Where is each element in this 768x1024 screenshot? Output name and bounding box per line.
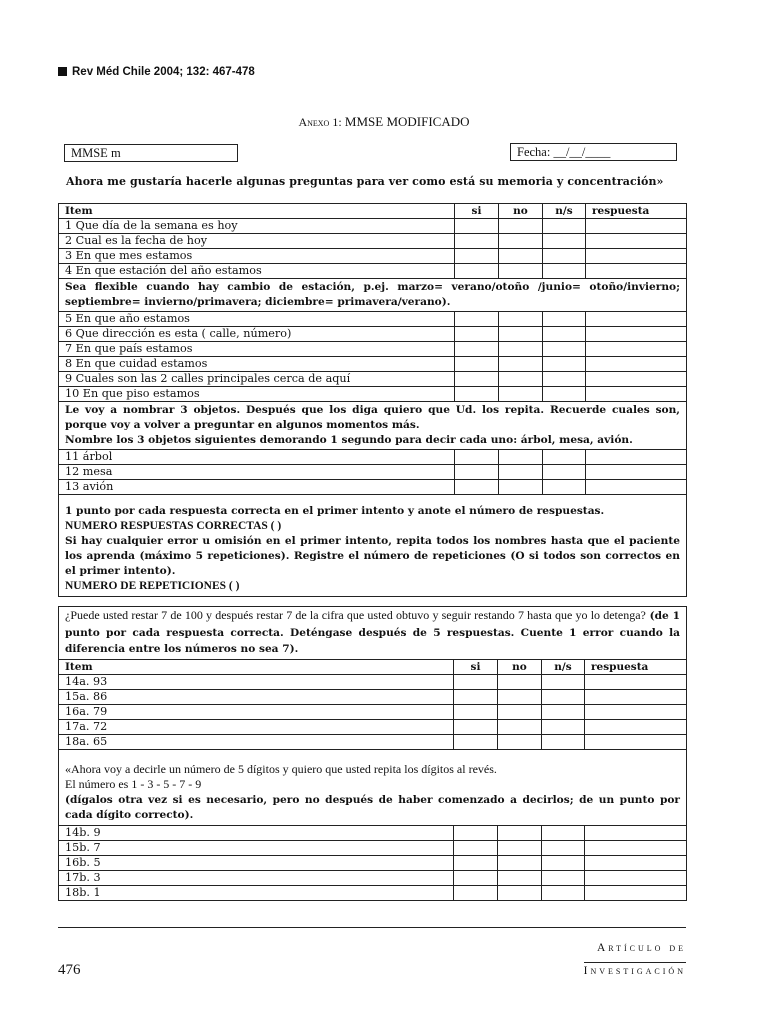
ns-cell[interactable] [542, 855, 585, 870]
ns-cell[interactable] [543, 249, 586, 264]
table-row [59, 840, 687, 855]
no-cell[interactable] [499, 327, 543, 342]
ns-cell[interactable] [543, 219, 586, 234]
respuesta-cell[interactable] [585, 855, 687, 870]
intro-text: Ahora me gustaría hacerle algunas preguntas para ver como está su memoria y concentración» [66, 175, 664, 188]
date-label: Fecha: __/__/____ [517, 145, 611, 159]
ns-cell[interactable] [542, 674, 585, 689]
mmse-label: MMSE m [71, 146, 121, 160]
ns-cell[interactable] [542, 719, 585, 734]
si-cell[interactable] [455, 219, 499, 234]
table-row [59, 234, 687, 249]
ns-cell[interactable] [542, 825, 585, 840]
square-bullet-icon [58, 67, 67, 76]
si-cell[interactable] [454, 840, 498, 855]
respuesta-cell[interactable] [586, 357, 687, 372]
item-label: 13 avión [59, 480, 455, 495]
col-item: Item [59, 204, 455, 219]
respuesta-cell[interactable] [585, 704, 687, 719]
orientation-memory-table [58, 203, 687, 597]
season-note: Sea flexible cuando hay cambio de estación, p.ej. marzo= verano/otoño /junio= otoño/invierno; septiembre= invierno/primavera; diciembre= primavera/verano). [59, 279, 687, 312]
digits-note-row [59, 749, 687, 825]
si-cell[interactable] [455, 480, 499, 495]
mmse-field[interactable] [64, 144, 238, 162]
col-ns: n/s [542, 659, 585, 674]
no-cell[interactable] [498, 704, 542, 719]
scoring-2: NUMERO RESPUESTAS CORRECTAS ( ) [65, 520, 282, 532]
ns-cell[interactable] [543, 342, 586, 357]
item-label: 5 En que año estamos [59, 312, 455, 327]
table-row [59, 327, 687, 342]
ns-cell[interactable] [543, 327, 586, 342]
no-cell[interactable] [499, 357, 543, 372]
digits-note [59, 749, 687, 825]
no-cell[interactable] [499, 372, 543, 387]
respuesta-cell[interactable] [586, 234, 687, 249]
item-label: 17a. 72 [59, 719, 454, 734]
table-header-row [59, 204, 687, 219]
si-cell[interactable] [455, 450, 499, 465]
no-cell[interactable] [499, 465, 543, 480]
respuesta-cell[interactable] [586, 450, 687, 465]
si-cell[interactable] [454, 885, 498, 900]
table-row [59, 689, 687, 704]
footer-divider [58, 927, 686, 928]
respuesta-cell[interactable] [586, 264, 687, 279]
si-cell[interactable] [454, 704, 498, 719]
ns-cell[interactable] [543, 312, 586, 327]
title-main: MMSE MODIFICADO [344, 114, 470, 129]
table-row [59, 312, 687, 327]
table-row [59, 855, 687, 870]
no-cell[interactable] [499, 234, 543, 249]
table-row [59, 825, 687, 840]
objects-note-row [59, 402, 687, 450]
no-cell[interactable] [498, 719, 542, 734]
digits-2: El número es 1 - 3 - 5 - 7 - 9 [65, 777, 202, 791]
table-header-row [59, 659, 687, 674]
section-label-line2: Investigación [584, 962, 686, 977]
respuesta-cell[interactable] [586, 387, 687, 402]
ns-cell[interactable] [542, 870, 585, 885]
no-cell[interactable] [498, 825, 542, 840]
item-label: 9 Cuales son las 2 calles principales cerca de aquí [59, 372, 455, 387]
no-cell[interactable] [499, 480, 543, 495]
item-label: 14b. 9 [59, 825, 454, 840]
no-cell[interactable] [498, 885, 542, 900]
subtract-note [59, 607, 687, 660]
ns-cell[interactable] [542, 885, 585, 900]
respuesta-cell[interactable] [586, 249, 687, 264]
respuesta-cell[interactable] [585, 674, 687, 689]
col-respuesta: respuesta [586, 204, 687, 219]
journal-citation [58, 66, 255, 78]
table-row [59, 249, 687, 264]
si-cell[interactable] [455, 357, 499, 372]
no-cell[interactable] [498, 689, 542, 704]
item-label: 8 En que cuidad estamos [59, 357, 455, 372]
si-cell[interactable] [455, 312, 499, 327]
respuesta-cell[interactable] [585, 689, 687, 704]
no-cell[interactable] [499, 450, 543, 465]
si-cell[interactable] [455, 465, 499, 480]
ns-cell[interactable] [543, 357, 586, 372]
item-label: 1 Que día de la semana es hoy [59, 219, 455, 234]
table-row [59, 387, 687, 402]
si-cell[interactable] [455, 372, 499, 387]
item-label: 18a. 65 [59, 734, 454, 749]
subtract-instructions: (de 1 punto por cada respuesta correcta. Deténgase después de 5 respuestas. Cuente 1 error cuando la diferencia entre los números no sea 7). [65, 610, 681, 655]
table-row [59, 372, 687, 387]
no-cell[interactable] [498, 870, 542, 885]
ns-cell[interactable] [543, 264, 586, 279]
table-row [59, 885, 687, 900]
no-cell[interactable] [499, 342, 543, 357]
objects-note [59, 402, 687, 450]
no-cell[interactable] [499, 264, 543, 279]
ns-cell[interactable] [543, 387, 586, 402]
si-cell[interactable] [455, 249, 499, 264]
ns-cell[interactable] [542, 689, 585, 704]
scoring-4: NUMERO DE REPETICIONES ( ) [65, 580, 240, 592]
respuesta-cell[interactable] [585, 885, 687, 900]
digits-3: (dígalos otra vez si es necesario, pero no después de haber comenzado a decirlos; de un punto por cada dígito correcto). [65, 793, 681, 821]
ns-cell[interactable] [543, 465, 586, 480]
table-row [59, 357, 687, 372]
item-label: 18b. 1 [59, 885, 454, 900]
item-label: 6 Que dirección es esta ( calle, número) [59, 327, 455, 342]
respuesta-cell[interactable] [585, 840, 687, 855]
item-label: 7 En que país estamos [59, 342, 455, 357]
col-si: si [454, 659, 498, 674]
no-cell[interactable] [499, 249, 543, 264]
table-row [59, 342, 687, 357]
ns-cell[interactable] [542, 704, 585, 719]
table-row [59, 480, 687, 495]
item-label: 14a. 93 [59, 674, 454, 689]
ns-cell[interactable] [543, 480, 586, 495]
si-cell[interactable] [454, 855, 498, 870]
table-row [59, 734, 687, 749]
table-row [59, 264, 687, 279]
no-cell[interactable] [498, 840, 542, 855]
ns-cell[interactable] [543, 234, 586, 249]
title-prefix: Anexo 1: [298, 115, 342, 129]
respuesta-cell[interactable] [586, 219, 687, 234]
subtract-intro: ¿Puede usted restar 7 de 100 y después restar 7 de la cifra que usted obtuvo y seguir restando 7 hasta que yo lo detenga? [65, 608, 646, 622]
item-label: 3 En que mes estamos [59, 249, 455, 264]
item-label: 10 En que piso estamos [59, 387, 455, 402]
scoring-3: Si hay cualquier error u omisión en el primer intento, repita todos los nombres hasta que el paciente los aprenda (máximo 5 repeticiones). Registre el número de repeticiones (O si todos son correctos en el primer intento). [65, 535, 680, 577]
respuesta-cell[interactable] [585, 870, 687, 885]
respuesta-cell[interactable] [586, 327, 687, 342]
col-item: Item [59, 659, 454, 674]
col-si: si [455, 204, 499, 219]
respuesta-cell[interactable] [585, 719, 687, 734]
col-ns: n/s [543, 204, 586, 219]
respuesta-cell[interactable] [585, 734, 687, 749]
si-cell[interactable] [454, 870, 498, 885]
digits-1: «Ahora voy a decirle un número de 5 dígitos y quiero que usted repita los dígitos al revés. [65, 761, 497, 776]
item-label: 17b. 3 [59, 870, 454, 885]
respuesta-cell[interactable] [586, 342, 687, 357]
no-cell[interactable] [498, 734, 542, 749]
col-no: no [498, 659, 542, 674]
table-row [59, 704, 687, 719]
si-cell[interactable] [455, 342, 499, 357]
no-cell[interactable] [499, 312, 543, 327]
scoring-note-row [59, 495, 687, 597]
col-no: no [499, 204, 543, 219]
objects-note-1: Le voy a nombrar 3 objetos. Después que los diga quiero que Ud. los repita. Recuerde cuales son, porque voy a volver a preguntar en algunos momentos más. [65, 404, 680, 431]
subtract-note-row [59, 607, 687, 660]
item-label: 4 En que estación del año estamos [59, 264, 455, 279]
si-cell[interactable] [454, 689, 498, 704]
table-row [59, 719, 687, 734]
respuesta-cell[interactable] [586, 465, 687, 480]
ns-cell[interactable] [543, 450, 586, 465]
si-cell[interactable] [455, 387, 499, 402]
section-label-line1: Artículo de [596, 942, 686, 954]
respuesta-cell[interactable] [586, 312, 687, 327]
citation-text: Rev Méd Chile 2004; 132: 467-478 [72, 66, 255, 78]
table-row [59, 674, 687, 689]
respuesta-cell[interactable] [585, 825, 687, 840]
page-title [0, 114, 768, 130]
table-row [59, 870, 687, 885]
si-cell[interactable] [455, 327, 499, 342]
item-label: 15a. 86 [59, 689, 454, 704]
respuesta-cell[interactable] [586, 480, 687, 495]
table-row [59, 219, 687, 234]
col-respuesta: respuesta [585, 659, 687, 674]
no-cell[interactable] [499, 219, 543, 234]
date-field[interactable] [510, 143, 677, 161]
ns-cell[interactable] [543, 372, 586, 387]
season-note-row [59, 279, 687, 312]
scoring-note [59, 495, 687, 597]
item-label: 16b. 5 [59, 855, 454, 870]
ns-cell[interactable] [542, 840, 585, 855]
page-number: 476 [58, 962, 81, 978]
table-row [59, 450, 687, 465]
item-label: 16a. 79 [59, 704, 454, 719]
ns-cell[interactable] [542, 734, 585, 749]
respuesta-cell[interactable] [586, 372, 687, 387]
si-cell[interactable] [454, 825, 498, 840]
no-cell[interactable] [498, 674, 542, 689]
no-cell[interactable] [498, 855, 542, 870]
attention-calculation-table [58, 606, 687, 901]
si-cell[interactable] [454, 734, 498, 749]
item-label: 12 mesa [59, 465, 455, 480]
si-cell[interactable] [454, 674, 498, 689]
scoring-1: 1 punto por cada respuesta correcta en el primer intento y anote el número de respuestas. [65, 505, 605, 517]
no-cell[interactable] [499, 387, 543, 402]
item-label: 2 Cual es la fecha de hoy [59, 234, 455, 249]
si-cell[interactable] [454, 719, 498, 734]
si-cell[interactable] [455, 264, 499, 279]
item-label: 11 árbol [59, 450, 455, 465]
table-row [59, 465, 687, 480]
item-label: 15b. 7 [59, 840, 454, 855]
si-cell[interactable] [455, 234, 499, 249]
objects-note-2: Nombre los 3 objetos siguientes demorando 1 segundo para decir cada uno: árbol, mesa, avión. [65, 434, 633, 446]
